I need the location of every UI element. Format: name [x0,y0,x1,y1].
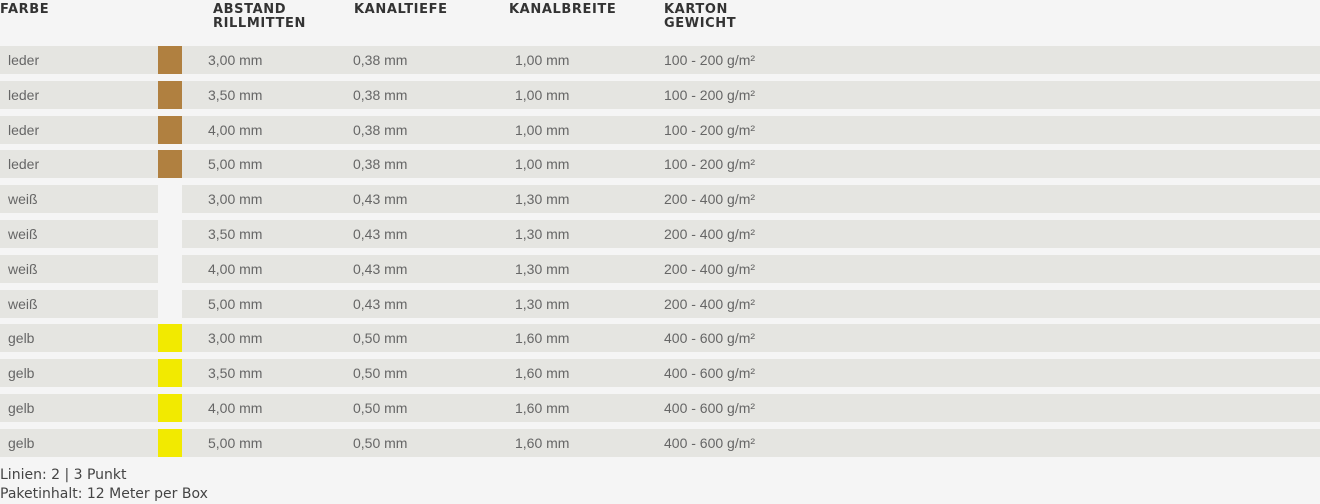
color-swatch [158,394,182,422]
cell-farbe: gelb [8,434,35,451]
cell-abstand-rillmitten: 5,00 mm [208,295,263,312]
cell-farbe: leder [8,156,40,173]
cell-karton-gewicht: 400 - 600 g/m² [664,330,756,347]
cell-karton-gewicht: 100 - 200 g/m² [664,121,756,138]
table-header [0,0,1320,46]
color-swatch [158,324,182,352]
header-farbe: FARBE [0,2,50,17]
cell-kanaltiefe: 0,43 mm [353,295,408,312]
cell-abstand-rillmitten: 4,00 mm [208,260,263,277]
table-row [0,394,1320,422]
table-row [0,185,1320,213]
cell-abstand-rillmitten: 3,00 mm [208,191,263,208]
cell-kanaltiefe: 0,43 mm [353,260,408,277]
cell-farbe: weiß [8,191,38,208]
cell-karton-gewicht: 100 - 200 g/m² [664,156,756,173]
cell-karton-gewicht: 400 - 600 g/m² [664,399,756,416]
header-karton-gewicht: KARTON GEWICHT [664,2,737,31]
cell-abstand-rillmitten: 3,50 mm [208,86,263,103]
cell-karton-gewicht: 400 - 600 g/m² [664,365,756,382]
color-swatch [158,46,182,74]
cell-abstand-rillmitten: 3,00 mm [208,52,263,68]
color-swatch [158,290,182,318]
cell-farbe: weiß [8,225,38,242]
cell-karton-gewicht: 100 - 200 g/m² [664,86,756,103]
color-swatch [158,116,182,144]
cell-kanaltiefe: 0,43 mm [353,191,408,208]
cell-kanalbreite: 1,60 mm [515,330,570,347]
cell-abstand-rillmitten: 3,50 mm [208,225,263,242]
cell-abstand-rillmitten: 3,00 mm [208,330,263,347]
cell-kanaltiefe: 0,50 mm [353,365,408,382]
cell-kanalbreite: 1,30 mm [515,225,570,242]
header-abstand-rillmitten: ABSTAND RILLMITTEN [213,2,306,31]
cell-farbe: leder [8,86,40,103]
cell-farbe: gelb [8,399,35,416]
color-swatch [158,359,182,387]
cell-kanaltiefe: 0,38 mm [353,121,408,138]
cell-farbe: leder [8,121,40,138]
cell-kanalbreite: 1,00 mm [515,121,570,138]
cell-kanaltiefe: 0,50 mm [353,434,408,451]
header-kanaltiefe: KANALTIEFE [354,2,448,17]
cell-karton-gewicht: 200 - 400 g/m² [664,225,756,242]
cell-farbe: weiß [8,260,38,277]
footer-paketinhalt: Paketinhalt: 12 Meter per Box [0,486,208,502]
cell-abstand-rillmitten: 5,00 mm [208,434,263,451]
cell-kanaltiefe: 0,38 mm [353,86,408,103]
color-swatch [158,429,182,457]
color-swatch [158,81,182,109]
cell-karton-gewicht: 200 - 400 g/m² [664,191,756,208]
table-row [0,46,1320,74]
color-swatch [158,255,182,283]
cell-kanaltiefe: 0,50 mm [353,330,408,347]
cell-kanaltiefe: 0,43 mm [353,225,408,242]
table-row [0,290,1320,318]
cell-kanalbreite: 1,30 mm [515,260,570,277]
cell-abstand-rillmitten: 4,00 mm [208,121,263,138]
color-swatch [158,185,182,213]
table-body [0,46,1320,464]
table-row [0,255,1320,283]
table-row [0,150,1320,178]
cell-kanaltiefe: 0,38 mm [353,156,408,173]
cell-kanaltiefe: 0,38 mm [353,52,408,68]
cell-farbe: gelb [8,365,35,382]
cell-farbe: weiß [8,295,38,312]
cell-abstand-rillmitten: 3,50 mm [208,365,263,382]
table-row [0,81,1320,109]
cell-kanalbreite: 1,00 mm [515,156,570,173]
header-kanalbreite: KANALBREITE [509,2,617,17]
cell-karton-gewicht: 400 - 600 g/m² [664,434,756,451]
cell-karton-gewicht: 200 - 400 g/m² [664,295,756,312]
cell-kanalbreite: 1,00 mm [515,86,570,103]
table-row [0,324,1320,352]
color-swatch [158,150,182,178]
cell-kanalbreite: 1,60 mm [515,365,570,382]
table-row [0,359,1320,387]
footer-linien: Linien: 2 | 3 Punkt [0,467,127,483]
cell-kanalbreite: 1,30 mm [515,295,570,312]
cell-abstand-rillmitten: 5,00 mm [208,156,263,173]
color-swatch [158,220,182,248]
cell-farbe: leder [8,52,40,68]
cell-kanaltiefe: 0,50 mm [353,399,408,416]
table-row [0,429,1320,457]
table-row [0,116,1320,144]
cell-karton-gewicht: 200 - 400 g/m² [664,260,756,277]
footer-notes [0,466,208,504]
cell-karton-gewicht: 100 - 200 g/m² [664,52,756,68]
cell-kanalbreite: 1,00 mm [515,52,570,68]
cell-kanalbreite: 1,60 mm [515,434,570,451]
cell-kanalbreite: 1,30 mm [515,191,570,208]
table-row [0,220,1320,248]
cell-abstand-rillmitten: 4,00 mm [208,399,263,416]
cell-farbe: gelb [8,330,35,347]
cell-kanalbreite: 1,60 mm [515,399,570,416]
